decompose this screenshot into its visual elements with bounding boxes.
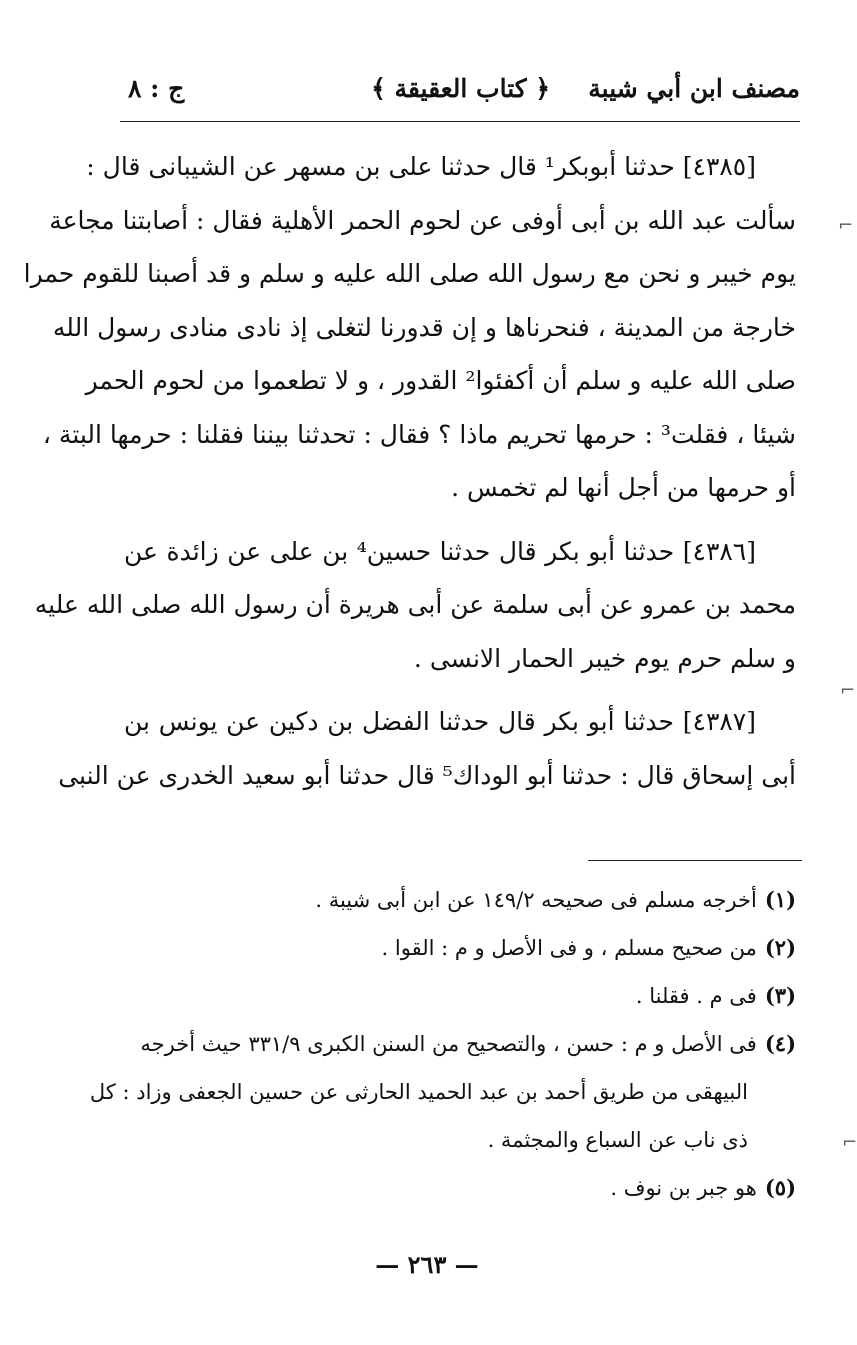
footnote [124, 1020, 796, 1068]
text-line: صلى الله عليه و سلم أن أكفئوا² القدور ، و لا تطعموا من لحوم الحمر [85, 366, 796, 395]
text-line: سألت عبد الله بن أبى أوفى عن لحوم الحمر الأهلية فقال : أصابتنا مجاعة [49, 205, 796, 235]
chapter-title: ﴿ كتاب العقيقة ﴾ [371, 74, 550, 103]
page-number: — ٢٦٣ — [375, 1250, 479, 1279]
footnote-text: هو جبر بن نوف . [610, 1176, 757, 1200]
margin-mark: ⌐ [842, 1132, 857, 1153]
text-line: أو حرمها من أجل أنها لم تخمس . [451, 473, 796, 502]
footnote-text: أخرجه مسلم فى صحيحه ١٤٩/٢ عن ابن أبى شيبة . [315, 888, 757, 912]
footnote-number: (٤) [764, 1031, 796, 1056]
margin-mark: ⌐ [840, 680, 856, 701]
footnote-number: (٥) [764, 1175, 796, 1200]
page-header [120, 70, 800, 118]
text-line: [٤٣٨٥] حدثنا أبوبكر¹ قال حدثنا على بن مسهر عن الشيبانى قال : [86, 152, 756, 181]
footnote-continuation: البيهقى من طريق أحمد بن عبد الحميد الحارثى عن حسين الجعفى وزاد : كل [89, 1080, 748, 1104]
volume-number: ج : ٨ [128, 74, 185, 103]
text-line: أبى إسحاق قال : حدثنا أبو الوداك⁵ قال حدثنا أبو سعيد الخدرى عن النبى [58, 760, 796, 790]
footnote-divider [588, 860, 802, 861]
footnote [124, 1164, 796, 1212]
text-line: و سلم حرم يوم خيبر الحمار الانسى . [413, 643, 796, 673]
main-text [23, 140, 796, 812]
text-line: يوم خيبر و نحن مع رسول الله صلى الله عليه و سلم و قد أصبنا للقوم حمرا [23, 259, 796, 288]
footnote-text: فى م . فقلنا . [635, 984, 757, 1008]
footnote [124, 876, 796, 924]
footnote-number: (١) [764, 887, 796, 912]
text-line: [٤٣٨٧] حدثنا أبو بكر قال حدثنا الفضل بن دكين عن يونس بن [124, 707, 756, 736]
hadith-paragraph [34, 525, 796, 686]
footnote [124, 924, 796, 972]
margin-mark: ⌐ [838, 215, 854, 236]
footnote-number: (٢) [764, 935, 796, 960]
text-line: شيئا ، فقلت³ : حرمها تحريم ماذا ؟ فقال : تحدثنا بيننا فقلنا : حرمها البتة ، [42, 419, 796, 449]
footnote-continuation: ذى ناب عن السباع والمجثمة . [487, 1128, 748, 1152]
footnote-text: من صحيح مسلم ، و فى الأصل و م : القوا . [381, 936, 757, 960]
footnotes [89, 876, 796, 1212]
hadith-paragraph [58, 695, 796, 802]
footnote-number: (٣) [764, 983, 796, 1008]
text-line: [٤٣٨٦] حدثنا أبو بكر قال حدثنا حسين⁴ بن على عن زائدة عن [124, 536, 756, 566]
text-line: محمد بن عمرو عن أبى سلمة عن أبى هريرة أن رسول الله صلى الله عليه [34, 590, 796, 619]
hadith-paragraph [23, 140, 796, 515]
book-title: مصنف ابن أبي شيبة [588, 74, 800, 103]
header-divider [120, 121, 800, 122]
text-line: خارجة من المدينة ، فنحرناها و إن قدورنا لتغلى إذ نادى منادى رسول الله [52, 312, 796, 342]
footnote-text: فى الأصل و م : حسن ، والتصحيح من السنن الكبرى ٣٣١/٩ حيث أخرجه [140, 1032, 757, 1056]
footnote [124, 972, 796, 1020]
